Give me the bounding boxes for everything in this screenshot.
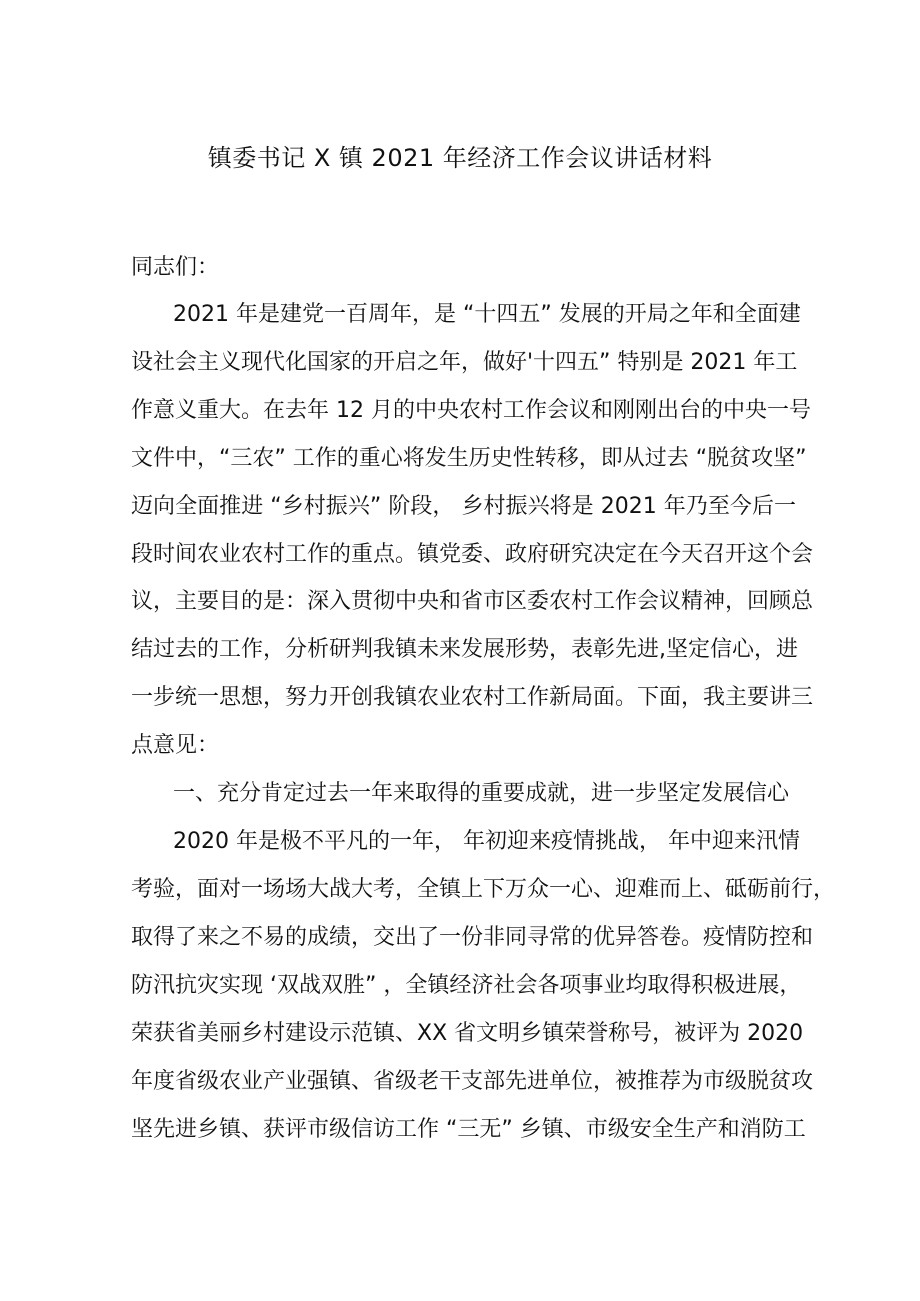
paragraph-line: 段时间农业农村工作的重点。镇党委、政府研究决定在今天召开这个会: [131, 542, 814, 567]
paragraph-line: 考验，面对一场场大战大考，全镇上下万众一心、迎难而上、砥砺前行，: [131, 877, 836, 902]
paragraph-line: 年度省级农业产业强镇、省级老干支部先进单位，被推荐为市级脱贫攻: [131, 1069, 814, 1094]
paragraph-line: 2021 年是建党一百周年，是 “十四五” 发展的开局之年和全面建: [173, 302, 801, 327]
paragraph-line: 文件中，“三农” 工作的重心将发生历史性转移，即从过去 “脱贫攻坚”: [131, 446, 807, 471]
paragraph-line: 迈向全面推进 “乡村振兴” 阶段， 乡村振兴将是 2021 年乃至今后一: [131, 494, 796, 519]
paragraph-line: 一步统一思想，努力开创我镇农业农村工作新局面。下面，我主要讲三: [131, 685, 814, 710]
paragraph-line: 设社会主义现代化国家的开启之年，做好'十四五” 特别是 2021 年工: [131, 350, 798, 375]
document-title: 镇委书记 X 镇 2021 年经济工作会议讲话材料: [207, 144, 713, 172]
paragraph-line: 作意义重大。在去年 12 月的中央农村工作会议和刚刚出台的中央一号: [131, 398, 811, 423]
paragraph-line: 议，主要目的是：深入贯彻中央和省市区委农村工作会议精神，回顾总: [131, 589, 814, 614]
paragraph-line: 荣获省美丽乡村建设示范镇、XX 省文明乡镇荣誉称号，被评为 2020: [131, 1021, 804, 1046]
section-heading: 一、充分肯定过去一年来取得的重要成就，进一步坚定发展信心: [173, 781, 790, 806]
salutation: 同志们：: [131, 255, 220, 280]
paragraph-line: 2020 年是极不平凡的一年， 年初迎来疫情挑战， 年中迎来汛情: [173, 829, 800, 854]
paragraph-line: 防汛抗灾实现 ‘双战双胜” ，全镇经济社会各项事业均取得积极进展，: [131, 973, 802, 998]
paragraph-line: 坚先进乡镇、获评市级信访工作 “三无” 乡镇、市级安全生产和消防工: [131, 1117, 806, 1142]
paragraph-line: 结过去的工作，分析研判我镇未来发展形势，表彰先进,坚定信心，进: [131, 637, 798, 662]
paragraph-line: 点意见：: [131, 733, 220, 758]
paragraph-line: 取得了来之不易的成绩，交出了一份非同寻常的优异答卷。疫情防控和: [131, 925, 814, 950]
